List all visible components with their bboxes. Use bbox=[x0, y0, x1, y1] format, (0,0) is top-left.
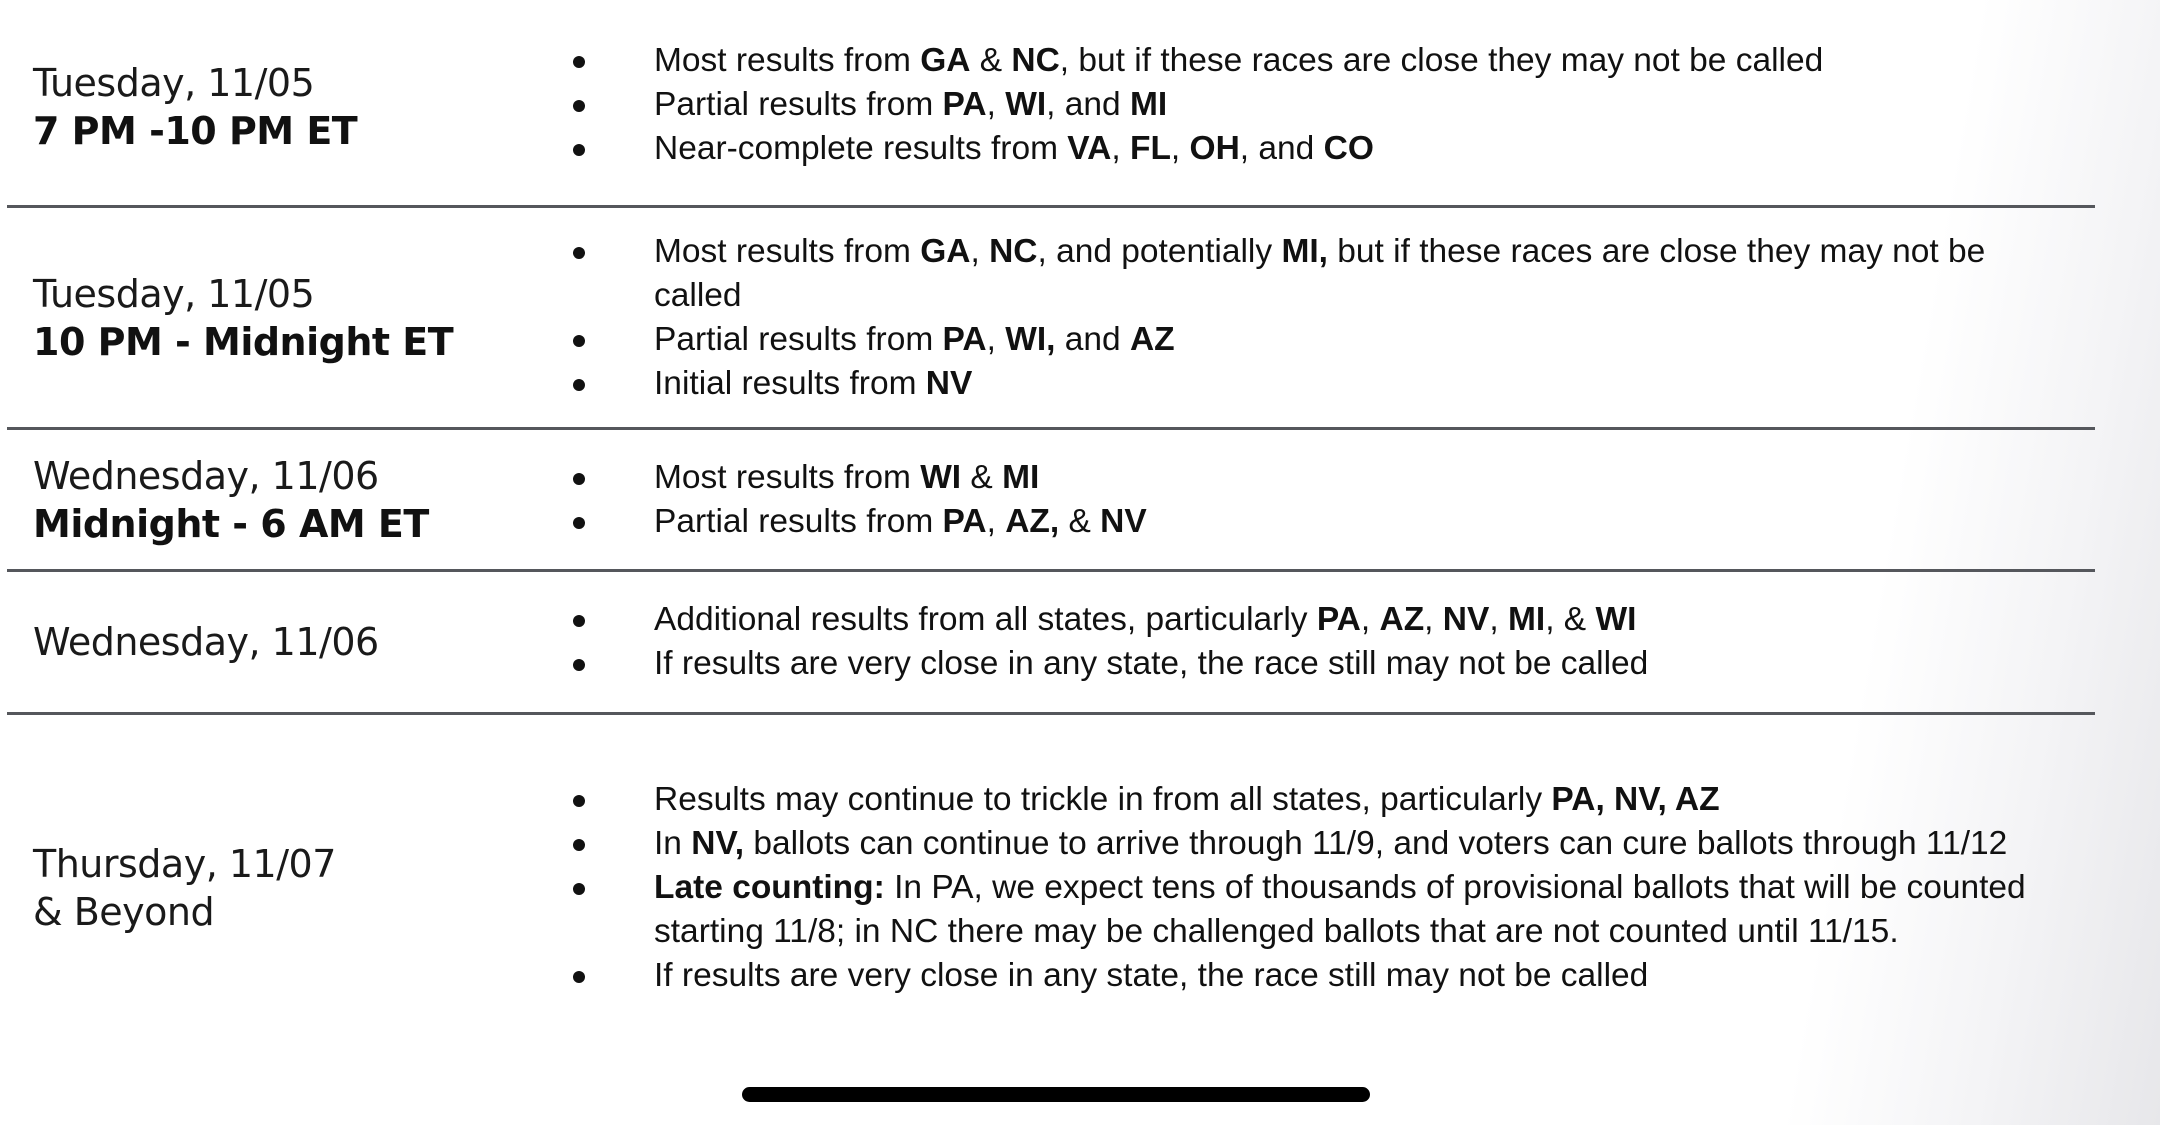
timeline-row-3 bbox=[7, 430, 2095, 572]
bullet-dot-icon bbox=[573, 883, 585, 895]
bullet-text: , bbox=[1424, 601, 1443, 638]
bullet-text: , bbox=[1360, 601, 1380, 638]
bullet-text-bold: MI bbox=[1002, 458, 1040, 496]
bullet-dot-icon bbox=[573, 335, 585, 347]
bullet-text-bold: NC bbox=[989, 232, 1038, 270]
bullet-text: & bbox=[961, 458, 1003, 496]
bullet-text-bold: PA bbox=[942, 320, 987, 358]
bullet-text-bold: GA bbox=[920, 232, 971, 270]
bullet-text-bold: AZ bbox=[1379, 601, 1425, 638]
date-cell bbox=[33, 0, 533, 205]
bullet-text-bold: CO bbox=[1323, 129, 1374, 167]
bullet-text: & bbox=[1059, 502, 1101, 540]
bullet-dot-icon bbox=[573, 247, 585, 259]
bullet-item bbox=[569, 822, 2069, 866]
bullet-text: , & bbox=[1545, 601, 1596, 638]
bullet-list bbox=[569, 430, 2069, 569]
bullet-item bbox=[569, 598, 2069, 642]
bullet-text: In bbox=[654, 824, 692, 862]
bullet-item bbox=[569, 230, 2069, 318]
bullet-text-bold: AZ bbox=[1129, 320, 1175, 358]
bullet-text: ballots can continue to arrive through 11/9, and voters can cure ballots through 11/12 bbox=[744, 824, 2008, 862]
bullet-text: Most results from bbox=[654, 458, 921, 496]
bullet-dot-icon bbox=[573, 517, 585, 529]
bullet-text: , bbox=[986, 85, 1006, 123]
bullet-dot-icon bbox=[573, 615, 585, 627]
bullet-text: , bbox=[986, 502, 1006, 540]
bullet-text: Partial results from bbox=[654, 85, 943, 123]
bullet-text: If results are very close in any state, the race still may not be called bbox=[654, 956, 1649, 994]
bullet-dot-icon bbox=[573, 379, 585, 391]
bullet-dot-icon bbox=[573, 795, 585, 807]
bullet-item bbox=[569, 362, 2069, 406]
timeline-row-5 bbox=[7, 715, 2095, 1060]
bullet-text-bold: PA bbox=[942, 502, 987, 540]
bullet-text-bold: NC bbox=[1011, 41, 1060, 79]
bullet-dot-icon bbox=[573, 100, 585, 112]
bullet-item bbox=[569, 127, 2069, 171]
bullet-text: , bbox=[970, 232, 990, 270]
bullet-text-bold: WI, bbox=[1005, 320, 1056, 358]
bullet-item bbox=[569, 778, 2069, 822]
bullet-item bbox=[569, 500, 2069, 544]
bullet-item bbox=[569, 954, 2069, 998]
date-cell bbox=[33, 572, 533, 712]
bullet-text-bold: PA, NV, AZ bbox=[1551, 780, 1720, 818]
bullet-text: , bbox=[1170, 129, 1190, 167]
bullet-text-bold: MI bbox=[1130, 85, 1168, 123]
bullet-text-bold: OH bbox=[1189, 129, 1240, 167]
bullet-text-bold: VA bbox=[1067, 129, 1112, 167]
bullet-item bbox=[569, 456, 2069, 500]
bullet-text-bold: FL bbox=[1129, 129, 1171, 167]
bullet-text: In PA, we expect tens of thousands of provisional ballots that will be counted starting 11/8; in NC there may be challenged ballots that are not counted until 11/15. bbox=[654, 868, 2026, 950]
timeline-row-4 bbox=[7, 572, 2095, 715]
bullet-list bbox=[569, 0, 2069, 205]
bullet-list bbox=[569, 208, 2069, 427]
bullet-text: If results are very close in any state, the race still may not be called bbox=[654, 645, 1649, 682]
bullet-item bbox=[569, 318, 2069, 362]
bullet-text: , and bbox=[1239, 129, 1324, 167]
bullet-text: Most results from bbox=[654, 232, 921, 270]
bullet-text-bold: PA bbox=[1316, 601, 1361, 638]
bullet-text-bold: AZ, bbox=[1005, 502, 1060, 540]
row-date: Tuesday, 11/05 bbox=[33, 60, 315, 105]
bullet-text: , but if these races are close they may not be called bbox=[1059, 41, 1824, 79]
bullet-dot-icon bbox=[573, 56, 585, 68]
bullet-text-bold: NV, bbox=[691, 824, 745, 862]
bullet-item bbox=[569, 83, 2069, 127]
row-time-window: Midnight - 6 AM ET bbox=[33, 501, 429, 546]
bullet-text: Partial results from bbox=[654, 502, 943, 540]
bullet-item bbox=[569, 642, 2069, 686]
bullet-item bbox=[569, 866, 2069, 954]
bullet-text: Additional results from all states, particularly bbox=[654, 601, 1317, 638]
bullet-text: & bbox=[970, 41, 1012, 79]
bullet-text-bold: MI bbox=[1507, 601, 1546, 638]
date-cell bbox=[33, 715, 533, 1060]
bullet-text: , bbox=[1489, 601, 1508, 638]
bullet-text-bold: WI bbox=[1595, 601, 1637, 638]
bullet-text-bold: NV bbox=[1100, 502, 1147, 540]
bullet-text: Partial results from bbox=[654, 320, 943, 358]
bullet-list bbox=[569, 572, 2069, 712]
date-cell bbox=[33, 430, 533, 569]
bullet-text-bold: NV bbox=[1442, 601, 1490, 638]
bullet-text-bold: WI bbox=[1005, 85, 1047, 123]
row-date-continuation: & Beyond bbox=[33, 889, 215, 934]
home-indicator-bar[interactable] bbox=[742, 1087, 1370, 1102]
row-date: Wednesday, 11/06 bbox=[33, 453, 379, 498]
row-time-window: 10 PM - Midnight ET bbox=[33, 319, 454, 364]
bullet-text-bold: MI, bbox=[1281, 232, 1328, 270]
timeline-row-2 bbox=[7, 208, 2095, 430]
bullet-text: but if these races are close they may not be called bbox=[654, 232, 1986, 314]
bullet-text-bold: PA bbox=[942, 85, 987, 123]
bullet-text: , bbox=[986, 320, 1006, 358]
bullet-text-bold: WI bbox=[920, 458, 962, 496]
bullet-text-bold: GA bbox=[920, 41, 971, 79]
bullet-text: Initial results from bbox=[654, 364, 926, 402]
row-date: Wednesday, 11/06 bbox=[33, 620, 379, 664]
row-time-window: 7 PM -10 PM ET bbox=[33, 108, 358, 153]
bullet-dot-icon bbox=[573, 971, 585, 983]
bullet-text: Near-complete results from bbox=[654, 129, 1068, 167]
bullet-text: , and bbox=[1046, 85, 1130, 123]
bullet-dot-icon bbox=[573, 839, 585, 851]
bullet-list bbox=[569, 715, 2069, 1060]
bullet-text: , bbox=[1111, 129, 1130, 167]
row-date: Thursday, 11/07 bbox=[33, 841, 336, 886]
bullet-text: , and potentially bbox=[1037, 232, 1282, 270]
timeline-row-1 bbox=[7, 0, 2095, 208]
bullet-text-bold: Late counting: bbox=[654, 868, 885, 906]
bullet-text-bold: NV bbox=[925, 364, 973, 402]
bullet-text: Results may continue to trickle in from all states, particularly bbox=[654, 780, 1552, 818]
row-date: Tuesday, 11/05 bbox=[33, 271, 315, 316]
bullet-dot-icon bbox=[573, 473, 585, 485]
bullet-text: and bbox=[1055, 320, 1130, 358]
date-cell bbox=[33, 208, 533, 427]
bullet-item bbox=[569, 39, 2069, 83]
bullet-dot-icon bbox=[573, 659, 585, 671]
bullet-text: Most results from bbox=[654, 41, 921, 79]
bullet-dot-icon bbox=[573, 144, 585, 156]
